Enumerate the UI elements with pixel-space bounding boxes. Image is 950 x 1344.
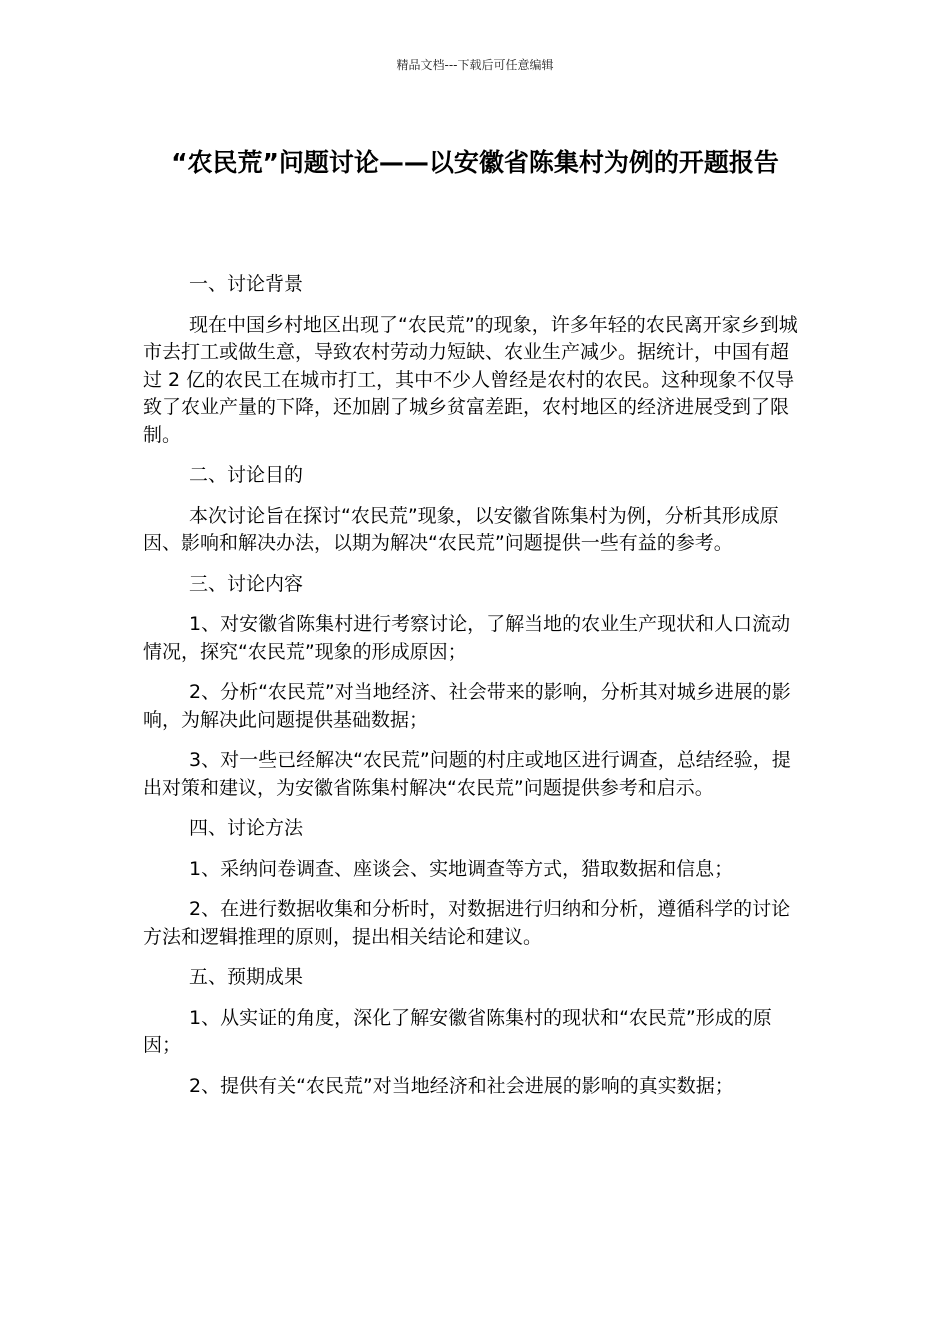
document-body <box>143 271 807 1113</box>
content-item-1: 1、对安徽省陈集村进行考察讨论，了解当地的农业生产现状和人口流动情况，探究“农民荒”现象的形成原因； <box>143 613 791 663</box>
section-heading-content: 三、讨论内容 <box>189 572 304 595</box>
content-item-3: 3、对一些已经解决“农民荒”问题的村庄或地区进行调查，总结经验，提出对策和建议，为安徽省陈集村解决“农民荒”问题提供参考和启示。 <box>143 749 791 799</box>
result-item-2: 2、提供有关“农民荒”对当地经济和社会进展的影响的真实数据； <box>189 1074 734 1097</box>
section-heading-method: 四、讨论方法 <box>189 817 304 839</box>
content-item-2: 2、分析“农民荒”对当地经济、社会带来的影响，分析其对城乡进展的影响，为解决此问题提供基础数据； <box>143 681 791 731</box>
document-title: “农民荒”问题讨论——以安徽省陈集村为例的开题报告 <box>171 148 779 177</box>
method-item-1: 1、采纳问卷调查、座谈会、实地调查等方式，猎取数据和信息； <box>189 857 734 880</box>
paragraph-purpose: 本次讨论旨在探讨“农民荒”现象，以安徽省陈集村为例，分析其形成原因、影响和解决办法，以期为解决“农民荒”问题提供一些有益的参考。 <box>143 504 779 554</box>
result-item-1: 1、从实证的角度，深化了解安徽省陈集村的现状和“农民荒”形成的原因； <box>143 1006 772 1056</box>
section-heading-background: 一、讨论背景 <box>189 273 304 295</box>
section-heading-results: 五、预期成果 <box>189 966 304 988</box>
page-header-watermark: 精品文档---下载后可任意编辑 <box>396 58 554 72</box>
section-heading-purpose: 二、讨论目的 <box>189 464 304 486</box>
method-item-2: 2、在进行数据收集和分析时，对数据进行归纳和分析，遵循科学的讨论方法和逻辑推理的原则，提出相关结论和建议。 <box>143 898 791 948</box>
paragraph-background: 现在中国乡村地区出现了“农民荒”的现象，许多年轻的农民离开家乡到城市去打工或做生意，导致农村劳动力短缺、农业生产减少。据统计，中国有超过 2 亿的农民工在城市打工，其中不少人曾经是农村的农民。这种现象不仅导致了农业产量的下降，还加剧了城乡贫富差距，农村地区的经济进展受到了限制。 <box>143 313 798 446</box>
